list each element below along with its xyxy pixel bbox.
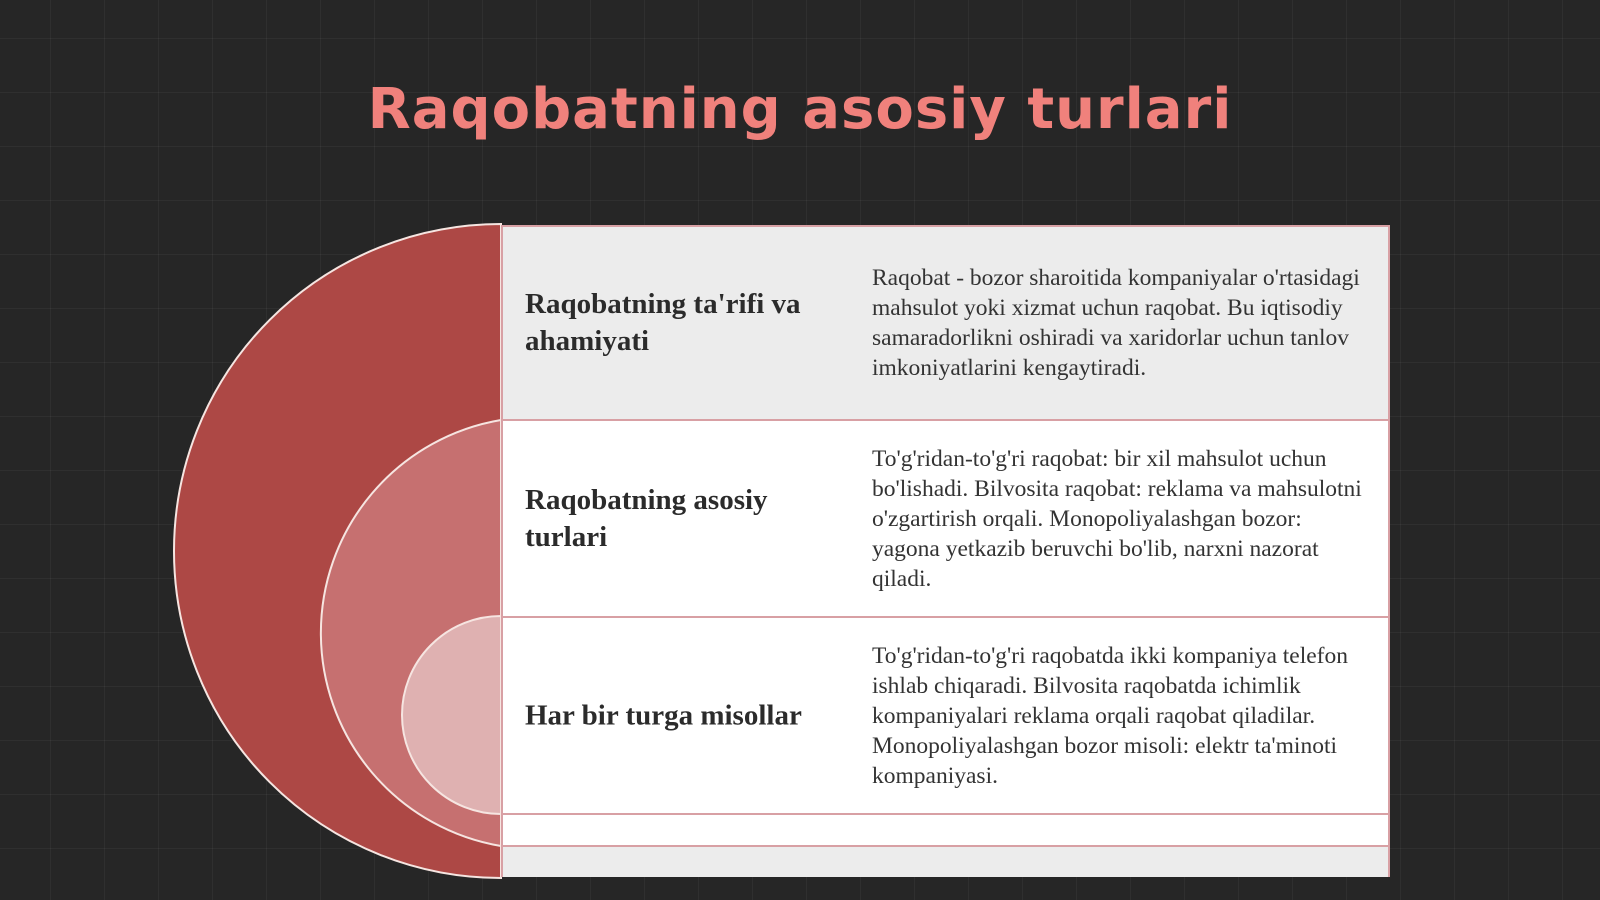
slide-title: Raqobatning asosiy turlari — [367, 77, 1233, 142]
row-heading: Raqobatning ta'rifi va ahamiyati — [525, 288, 801, 357]
row-description: Raqobat - bozor sharoitida kompaniyalar o'rtasidagi mahsulot yoki xizmat uchun raqobat. Bu iqtisodiy samaradorlikni oshiradi va xaridorlar uchun tanlov imkoniyatlarini kengaytiradi. — [872, 265, 1360, 381]
empty-table-row — [503, 847, 1388, 877]
row-heading: Raqobatning asosiy turlari — [525, 483, 768, 553]
table-row — [503, 227, 1388, 421]
row-description: To'g'ridan-to'g'ri raqobat: bir xil mahsulot uchun bo'lishadi. Bilvosita raqobat: reklama va mahsulotni o'zgartirish orqali. Monopoliyalashgan bozor: yagona yetkazib beruvchi bo'lib, narxni nazorat qiladi. — [872, 445, 1362, 592]
row-description: To'g'ridan-to'g'ri raqobatda ikki kompaniya telefon ishlab chiqaradi. Bilvosita raqobatda ichimlik kompaniyalari reklama orqali raqobat qiladilar. Monopoliyalashgan bozor misoli: elektr ta'minoti kompaniyasi. — [872, 642, 1349, 789]
row-heading: Har bir turga misollar — [525, 699, 802, 731]
empty-table-row — [503, 815, 1388, 847]
table-row — [503, 421, 1388, 618]
content-table — [501, 225, 1390, 877]
table-row — [503, 618, 1388, 815]
